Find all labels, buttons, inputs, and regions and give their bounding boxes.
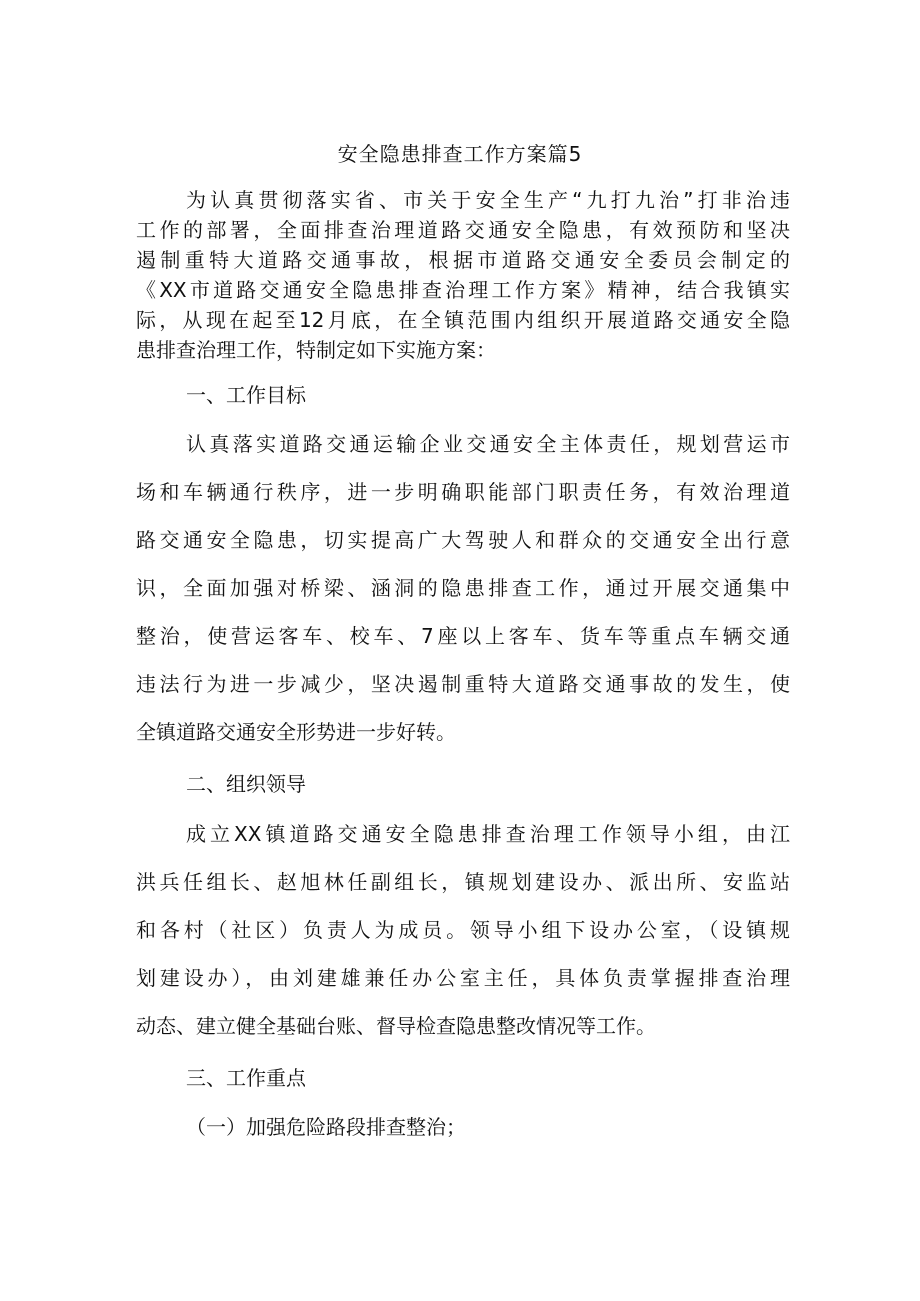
section-2-line-2: 洪兵任组长、赵旭林任副组长，镇规划建设办、派出所、安监站: [136, 870, 790, 894]
section-1-line-1: 认真落实道路交通运输企业交通安全主体责任，规划营运市: [186, 432, 790, 456]
intro-line-3: 遏制重特大道路交通事故，根据市道路交通安全委员会制定的: [136, 248, 790, 272]
section-2-line-5: 动态、建立健全基础台账、督导检查隐患整改情况等工作。: [136, 1014, 656, 1038]
section-2-heading: 二、组织领导: [186, 772, 306, 796]
section-1-line-6: 违法行为进一步减少，坚决遏制重特大道路交通事故的发生，使: [136, 672, 790, 696]
section-2-line-1: 成立XX镇道路交通安全隐患排查治理工作领导小组，由江: [186, 822, 790, 846]
intro-line-6: 患排查治理工作，特制定如下实施方案：: [136, 338, 496, 362]
section-2-line-4: 划建设办），由刘建雄兼任办公室主任，具体负责掌握排查治理: [136, 966, 790, 990]
section-3-item-1: （一）加强危险路段排查整治；: [186, 1115, 466, 1139]
section-1-line-5: 整治，使营运客车、校车、7座以上客车、货车等重点车辆交通: [136, 624, 790, 648]
section-1-line-3: 路交通安全隐患，切实提高广大驾驶人和群众的交通安全出行意: [136, 528, 790, 552]
intro-line-4: 《XX市道路交通安全隐患排查治理工作方案》精神，结合我镇实: [136, 278, 790, 302]
section-3-heading: 三、工作重点: [186, 1066, 306, 1090]
intro-line-5: 际，从现在起至12月底，在全镇范围内组织开展道路交通安全隐: [136, 308, 790, 332]
section-1-heading: 一、工作目标: [186, 383, 306, 407]
section-1-line-2: 场和车辆通行秩序，进一步明确职能部门职责任务，有效治理道: [136, 480, 790, 504]
section-1-line-4: 识，全面加强对桥梁、涵洞的隐患排查工作，通过开展交通集中: [136, 576, 790, 600]
intro-line-1: 为认真贯彻落实省、市关于安全生产“九打九治”打非治违: [186, 188, 790, 212]
section-1-line-7: 全镇道路交通安全形势进一步好转。: [136, 720, 456, 744]
document-title: 安全隐患排查工作方案篇5: [337, 142, 583, 166]
intro-line-2: 工作的部署，全面排查治理道路交通安全隐患，有效预防和坚决: [136, 218, 790, 242]
section-2-line-3: 和各村（社区）负责人为成员。领导小组下设办公室，（设镇规: [136, 918, 790, 942]
